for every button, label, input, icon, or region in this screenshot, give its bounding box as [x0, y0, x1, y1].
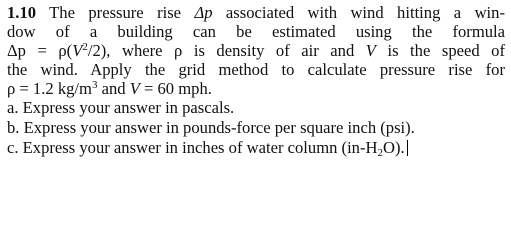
delta-p-symbol: Δp: [194, 3, 213, 22]
problem-line-2: dow of a building can be estimated using the formula: [7, 22, 505, 41]
problem-line-1: 1.10 The pressure rise Δp associated with wind hitting a win-: [7, 3, 505, 22]
problem-line-3: $\Delta p = \rho(V^2/2)$, where ρ is density of air and V is the speed of: [7, 41, 505, 60]
subquestion-a: a. Express your answer in pascals.: [7, 98, 235, 117]
problem-line-4: the wind. Apply the grid method to calculate pressure rise for: [7, 60, 505, 79]
subquestion-list: [7, 98, 505, 158]
problem-statement: [7, 3, 505, 98]
subquestion-c: c. Express your answer in inches of water column $(in-H_2O)$.: [7, 138, 408, 157]
problem-line-5: ρ = 1.2 $kg/m^3$ and V = 60 mph.: [7, 79, 212, 98]
formula: $\Delta p = \rho(V^2/2)$, where ρ is density of air and: [7, 41, 366, 60]
text-cursor: [407, 140, 408, 156]
problem-number: 1.10: [7, 3, 37, 22]
subquestion-b: b. Express your answer in pounds-force per square inch (psi).: [7, 118, 415, 137]
